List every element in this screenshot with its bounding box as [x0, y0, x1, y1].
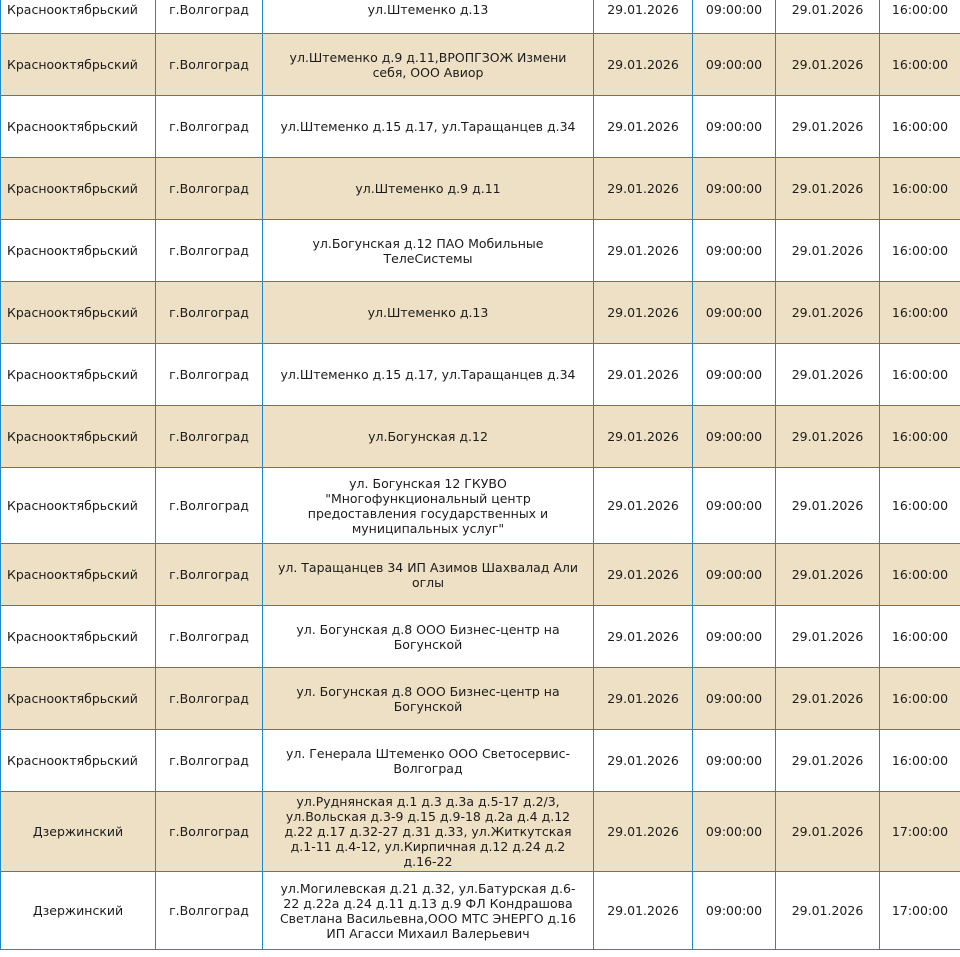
end-time-cell: 16:00:00 [880, 158, 960, 220]
end-date-cell: 29.01.2026 [776, 606, 880, 668]
table-row [1, 730, 960, 792]
city-cell: г.Волгоград [156, 606, 263, 668]
start-time-cell: 09:00:00 [693, 34, 776, 96]
city-cell: г.Волгоград [156, 344, 263, 406]
end-time-cell: 17:00:00 [880, 872, 960, 950]
address-cell: ул.Штеменко д.9 д.11 [263, 158, 594, 220]
start-time-cell: 09:00:00 [693, 406, 776, 468]
end-time-cell: 16:00:00 [880, 668, 960, 730]
start-time-cell: 09:00:00 [693, 344, 776, 406]
address-cell: ул.Штеменко д.15 д.17, ул.Таращанцев д.34 [263, 96, 594, 158]
address-cell: ул. Генерала Штеменко ООО Светосервис-Волгоград [263, 730, 594, 792]
city-cell: г.Волгоград [156, 34, 263, 96]
start-time-cell: 09:00:00 [693, 730, 776, 792]
start-date-cell: 29.01.2026 [594, 406, 693, 468]
end-time-cell: 16:00:00 [880, 468, 960, 544]
address-cell: ул.Штеменко д.13 [263, 282, 594, 344]
start-time-cell: 09:00:00 [693, 792, 776, 872]
end-time-cell: 16:00:00 [880, 96, 960, 158]
city-cell: г.Волгоград [156, 406, 263, 468]
city-cell: г.Волгоград [156, 282, 263, 344]
city-cell: г.Волгоград [156, 668, 263, 730]
end-time-cell: 17:00:00 [880, 792, 960, 872]
address-cell: ул.Богунская д.12 ПАО Мобильные ТелеСистемы [263, 220, 594, 282]
start-date-cell: 29.01.2026 [594, 792, 693, 872]
table-row [1, 282, 960, 344]
address-cell: ул.Богунская д.12 [263, 406, 594, 468]
start-time-cell: 09:00:00 [693, 158, 776, 220]
city-cell: г.Волгоград [156, 158, 263, 220]
district-cell: Краснооктябрьский [1, 606, 156, 668]
city-cell: г.Волгоград [156, 544, 263, 606]
address-cell: ул. Богунская 12 ГКУВО "Многофункциональный центр предоставления государственных и муниципальных услуг" [263, 468, 594, 544]
end-time-cell: 16:00:00 [880, 220, 960, 282]
start-time-cell: 09:00:00 [693, 468, 776, 544]
start-time-cell: 09:00:00 [693, 606, 776, 668]
city-cell: г.Волгоград [156, 872, 263, 950]
city-cell: г.Волгоград [156, 792, 263, 872]
start-time-cell: 09:00:00 [693, 668, 776, 730]
end-time-cell: 16:00:00 [880, 282, 960, 344]
district-cell: Краснооктябрьский [1, 668, 156, 730]
table-row [1, 220, 960, 282]
district-cell: Краснооктябрьский [1, 0, 156, 34]
end-date-cell: 29.01.2026 [776, 158, 880, 220]
table-row [1, 668, 960, 730]
address-cell: ул.Штеменко д.15 д.17, ул.Таращанцев д.34 [263, 344, 594, 406]
table-row [1, 792, 960, 872]
city-cell: г.Волгоград [156, 730, 263, 792]
start-date-cell: 29.01.2026 [594, 544, 693, 606]
end-time-cell: 16:00:00 [880, 730, 960, 792]
start-date-cell: 29.01.2026 [594, 158, 693, 220]
start-date-cell: 29.01.2026 [594, 668, 693, 730]
table-row [1, 606, 960, 668]
district-cell: Краснооктябрьский [1, 34, 156, 96]
end-date-cell: 29.01.2026 [776, 792, 880, 872]
start-time-cell: 09:00:00 [693, 96, 776, 158]
table-row [1, 96, 960, 158]
table-row [1, 34, 960, 96]
city-cell: г.Волгоград [156, 468, 263, 544]
district-cell: Краснооктябрьский [1, 158, 156, 220]
start-time-cell: 09:00:00 [693, 220, 776, 282]
table-row [1, 406, 960, 468]
table-row [1, 344, 960, 406]
end-date-cell: 29.01.2026 [776, 0, 880, 34]
start-time-cell: 09:00:00 [693, 282, 776, 344]
district-cell: Краснооктябрьский [1, 344, 156, 406]
district-cell: Краснооктябрьский [1, 468, 156, 544]
start-date-cell: 29.01.2026 [594, 220, 693, 282]
start-time-cell: 09:00:00 [693, 872, 776, 950]
district-cell: Краснооктябрьский [1, 406, 156, 468]
start-date-cell: 29.01.2026 [594, 468, 693, 544]
address-cell: ул. Богунская д.8 ООО Бизнес-центр на Богунской [263, 606, 594, 668]
city-cell: г.Волгоград [156, 96, 263, 158]
table-row [1, 468, 960, 544]
end-time-cell: 16:00:00 [880, 544, 960, 606]
start-date-cell: 29.01.2026 [594, 872, 693, 950]
district-cell: Краснооктябрьский [1, 96, 156, 158]
end-date-cell: 29.01.2026 [776, 468, 880, 544]
address-cell: ул. Таращанцев 34 ИП Азимов Шахвалад Али оглы [263, 544, 594, 606]
end-date-cell: 29.01.2026 [776, 544, 880, 606]
address-cell: ул.Штеменко д.9 д.11,ВРОПГЗОЖ Измени себя, ООО Авиор [263, 34, 594, 96]
city-cell: г.Волгоград [156, 0, 263, 34]
city-cell: г.Волгоград [156, 220, 263, 282]
start-date-cell: 29.01.2026 [594, 34, 693, 96]
end-time-cell: 16:00:00 [880, 344, 960, 406]
end-time-cell: 16:00:00 [880, 0, 960, 34]
end-date-cell: 29.01.2026 [776, 282, 880, 344]
start-date-cell: 29.01.2026 [594, 606, 693, 668]
end-date-cell: 29.01.2026 [776, 220, 880, 282]
end-date-cell: 29.01.2026 [776, 730, 880, 792]
district-cell: Краснооктябрьский [1, 730, 156, 792]
address-cell: ул.Могилевская д.21 д.32, ул.Батурская д.6-22 д.22а д.24 д.11 д.13 д.9 ФЛ Кондрашова Светлана Васильевна,ООО МТС ЭНЕРГО д.16 ИП Агасси Михаил Валерьевич [263, 872, 594, 950]
start-date-cell: 29.01.2026 [594, 96, 693, 158]
district-cell: Дзержинский [1, 792, 156, 872]
district-cell: Дзержинский [1, 872, 156, 950]
table-row [1, 0, 960, 34]
district-cell: Краснооктябрьский [1, 282, 156, 344]
address-cell: ул.Руднянская д.1 д.3 д.3а д.5-17 д.2/3, ул.Вольская д.3-9 д.15 д.9-18 д.2а д.4 д.12 д.22 д.17 д.32-27 д.31 д.33, ул.Житкутская д.1-11 д.4-12, ул.Кирпичная д.12 д.24 д.2 д.16-22 [263, 792, 594, 872]
start-date-cell: 29.01.2026 [594, 0, 693, 34]
end-date-cell: 29.01.2026 [776, 344, 880, 406]
end-date-cell: 29.01.2026 [776, 406, 880, 468]
address-cell: ул.Штеменко д.13 [263, 0, 594, 34]
end-date-cell: 29.01.2026 [776, 34, 880, 96]
address-cell: ул. Богунская д.8 ООО Бизнес-центр на Богунской [263, 668, 594, 730]
end-time-cell: 16:00:00 [880, 34, 960, 96]
district-cell: Краснооктябрьский [1, 544, 156, 606]
table-row [1, 158, 960, 220]
end-date-cell: 29.01.2026 [776, 872, 880, 950]
table-row [1, 872, 960, 950]
end-time-cell: 16:00:00 [880, 406, 960, 468]
start-date-cell: 29.01.2026 [594, 282, 693, 344]
end-date-cell: 29.01.2026 [776, 668, 880, 730]
table-row [1, 544, 960, 606]
end-date-cell: 29.01.2026 [776, 96, 880, 158]
start-time-cell: 09:00:00 [693, 544, 776, 606]
end-time-cell: 16:00:00 [880, 606, 960, 668]
start-time-cell: 09:00:00 [693, 0, 776, 34]
district-cell: Краснооктябрьский [1, 220, 156, 282]
start-date-cell: 29.01.2026 [594, 730, 693, 792]
start-date-cell: 29.01.2026 [594, 344, 693, 406]
